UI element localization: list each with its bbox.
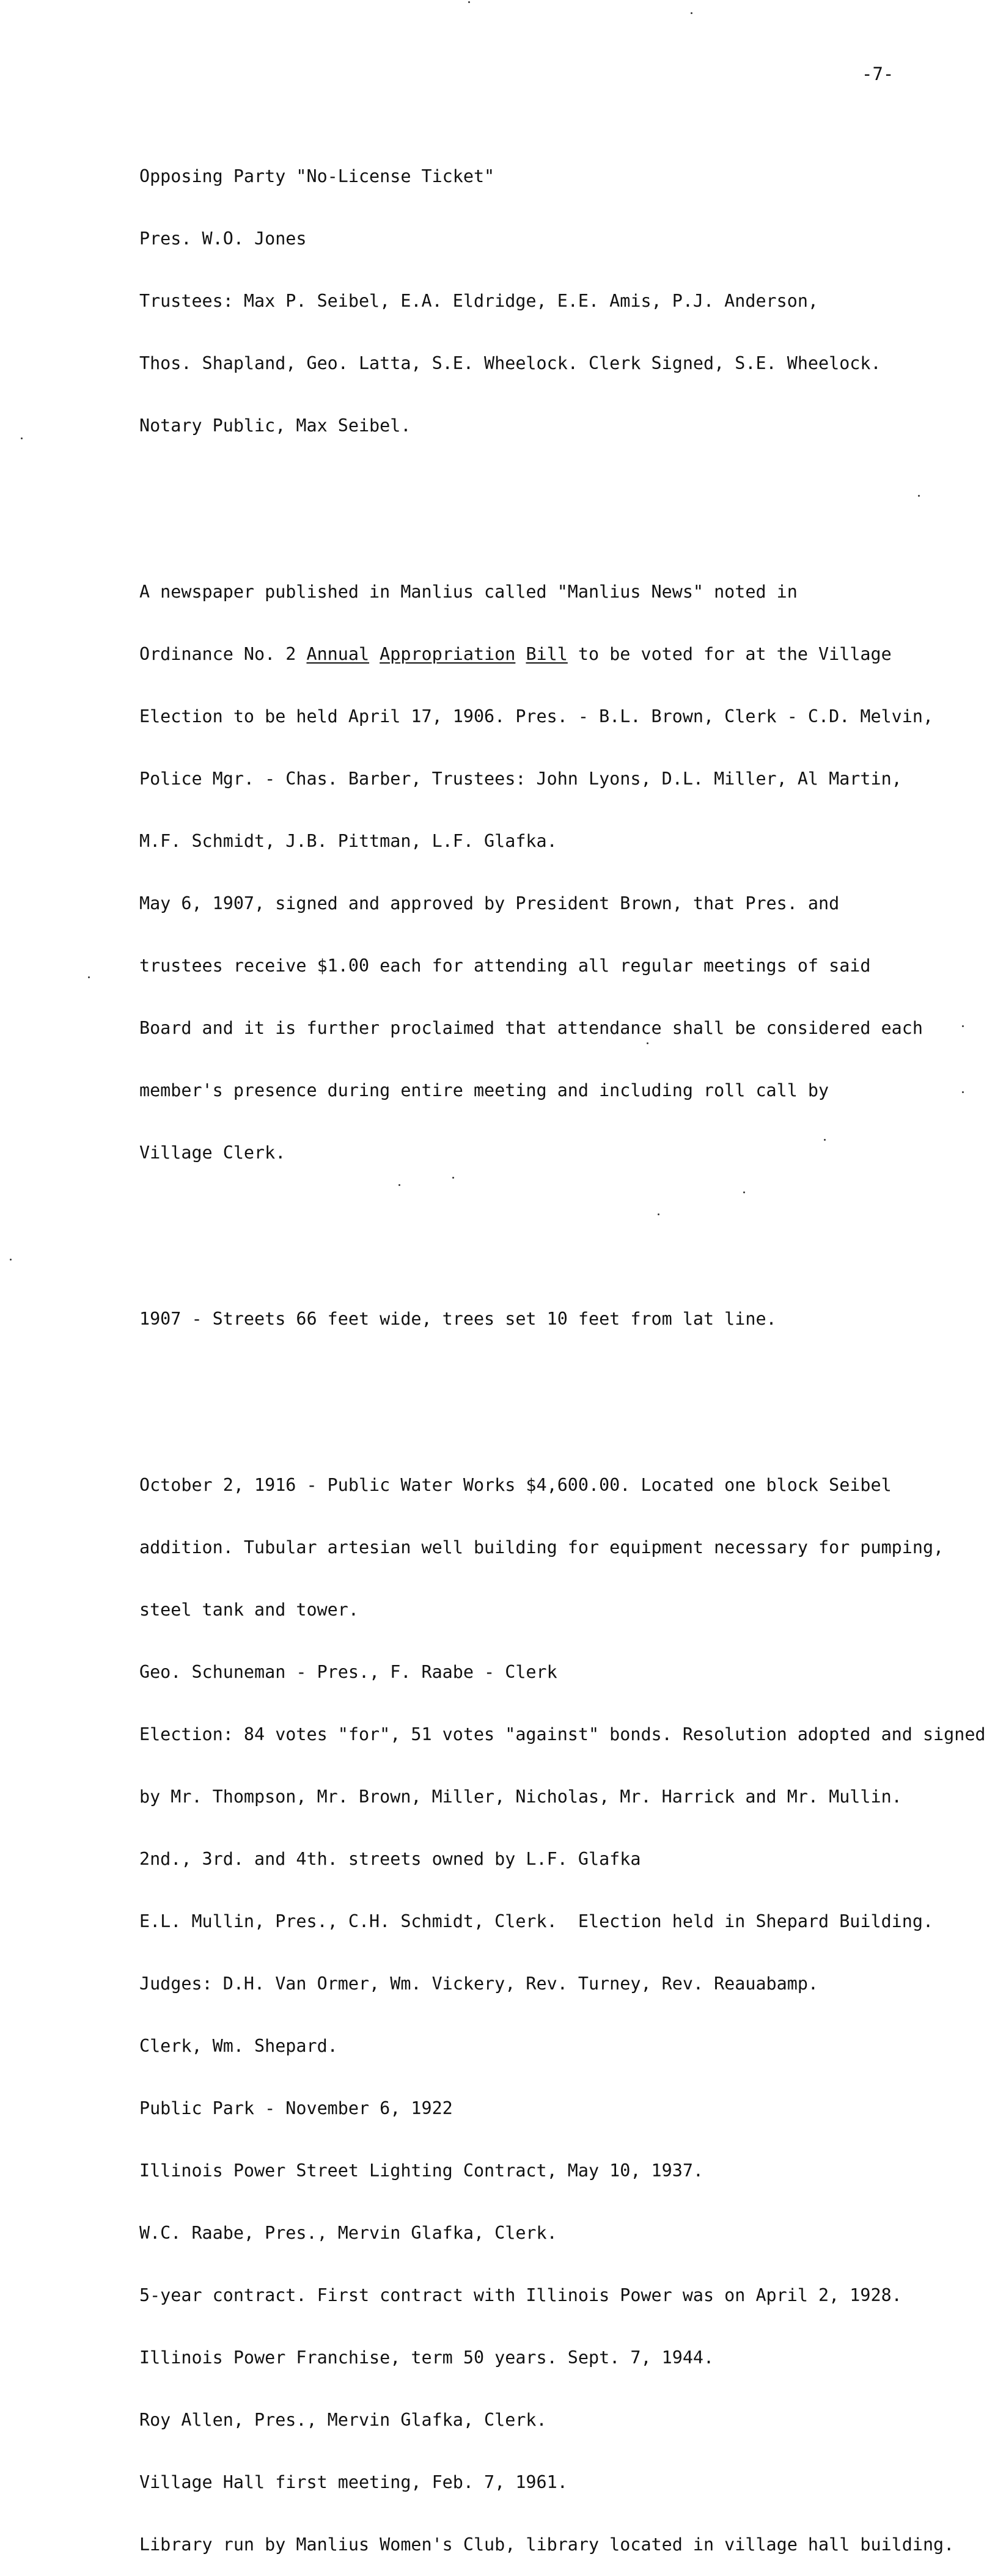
scan-speck xyxy=(918,495,920,497)
text-segment xyxy=(369,644,380,664)
text-line: Geo. Schuneman - Pres., F. Raabe - Clerk xyxy=(139,1662,557,1682)
text-line: 2nd., 3rd. and 4th. streets owned by L.F. Glafka xyxy=(139,1849,641,1869)
scan-speck xyxy=(398,1184,400,1186)
text-line: Village Hall first meeting, Feb. 7, 1961. xyxy=(139,2472,568,2492)
text-line: 1907 - Streets 66 feet wide, trees set 10 feet from lat line. xyxy=(139,1309,777,1329)
text-segment xyxy=(515,644,526,664)
scan-speck xyxy=(88,976,90,978)
text-line: E.L. Mullin, Pres., C.H. Schmidt, Clerk. Election held in Shepard Building. xyxy=(139,1911,934,1931)
text-line: W.C. Raabe, Pres., Mervin Glafka, Clerk. xyxy=(139,2223,557,2243)
text-line: Opposing Party "No-License Ticket" xyxy=(139,166,495,186)
text-line: Board and it is further proclaimed that attendance shall be considered each xyxy=(139,1018,923,1038)
scan-speck xyxy=(743,1191,745,1193)
text-line: Pres. W.O. Jones xyxy=(139,229,307,249)
text-line: addition. Tubular artesian well building for equipment necessary for pumping, xyxy=(139,1537,944,1557)
text-line: Roy Allen, Pres., Mervin Glafka, Clerk. xyxy=(139,2410,547,2430)
paragraph-gap xyxy=(139,1371,986,1392)
scan-speck xyxy=(647,1042,648,1044)
text-line: by Mr. Thompson, Mr. Brown, Miller, Nicholas, Mr. Harrick and Mr. Mullin. xyxy=(139,1787,902,1807)
underlined-text: Bill xyxy=(526,644,568,664)
text-line: Village Clerk. xyxy=(139,1143,286,1163)
text-line: steel tank and tower. xyxy=(139,1600,359,1620)
scan-speck xyxy=(691,12,692,14)
text-line: May 6, 1907, signed and approved by President Brown, that Pres. and xyxy=(139,893,840,913)
scan-speck xyxy=(658,1213,659,1215)
page-number: -7- xyxy=(862,64,894,84)
text-line: Notary Public, Max Seibel. xyxy=(139,415,411,436)
text-segment: Ordinance No. 2 xyxy=(139,644,307,664)
scan-speck xyxy=(452,1177,454,1179)
text-line: Judges: D.H. Van Ormer, Wm. Vickery, Rev. Turney, Rev. Reauabamp. xyxy=(139,1974,819,1994)
scan-speck xyxy=(468,1,470,3)
text-line: Illinois Power Franchise, term 50 years. Sept. 7, 1944. xyxy=(139,2347,714,2368)
text-line: member's presence during entire meeting and including roll call by xyxy=(139,1080,829,1100)
text-line: October 2, 1916 - Public Water Works $4,600.00. Located one block Seibel xyxy=(139,1475,892,1495)
text-line: Trustees: Max P. Seibel, E.A. Eldridge, E.E. Amis, P.J. Anderson, xyxy=(139,291,819,311)
paragraph-gap xyxy=(139,1205,986,1226)
text-line: Illinois Power Street Lighting Contract, May 10, 1937. xyxy=(139,2161,704,2181)
scan-speck xyxy=(10,1259,12,1261)
text-line: Police Mgr. - Chas. Barber, Trustees: John Lyons, D.L. Miller, Al Martin, xyxy=(139,769,902,789)
underlined-text: Annual xyxy=(306,644,370,664)
paragraph-gap xyxy=(139,478,986,499)
text-line: Election: 84 votes "for", 51 votes "against" bonds. Resolution adopted and signed xyxy=(139,1724,986,1744)
text-line: M.F. Schmidt, J.B. Pittman, L.F. Glafka. xyxy=(139,831,557,851)
text-line: Public Park - November 6, 1922 xyxy=(139,2098,453,2118)
text-line: 5-year contract. First contract with Illinois Power was on April 2, 1928. xyxy=(139,2285,902,2305)
text-line: Thos. Shapland, Geo. Latta, S.E. Wheelock. Clerk Signed, S.E. Wheelock. xyxy=(139,353,881,373)
text-line: trustees receive $1.00 each for attending all regular meetings of said xyxy=(139,956,871,976)
scan-speck xyxy=(962,1091,964,1093)
text-line: Clerk, Wm. Shepard. xyxy=(139,2036,338,2056)
underlined-text: Appropriation xyxy=(380,644,516,664)
text-line: Library run by Manlius Women's Club, library located in village hall building. xyxy=(139,2534,955,2555)
scan-speck xyxy=(21,437,23,439)
text-line: A newspaper published in Manlius called "Manlius News" noted in xyxy=(139,582,798,602)
text-segment: to be voted for at the Village xyxy=(567,644,892,664)
scan-speck xyxy=(824,1139,826,1141)
document-body xyxy=(139,104,986,2576)
scan-speck xyxy=(962,1025,964,1027)
text-line-with-underline xyxy=(139,644,986,665)
text-line: Election to be held April 17, 1906. Pres. - B.L. Brown, Clerk - C.D. Melvin, xyxy=(139,706,934,726)
